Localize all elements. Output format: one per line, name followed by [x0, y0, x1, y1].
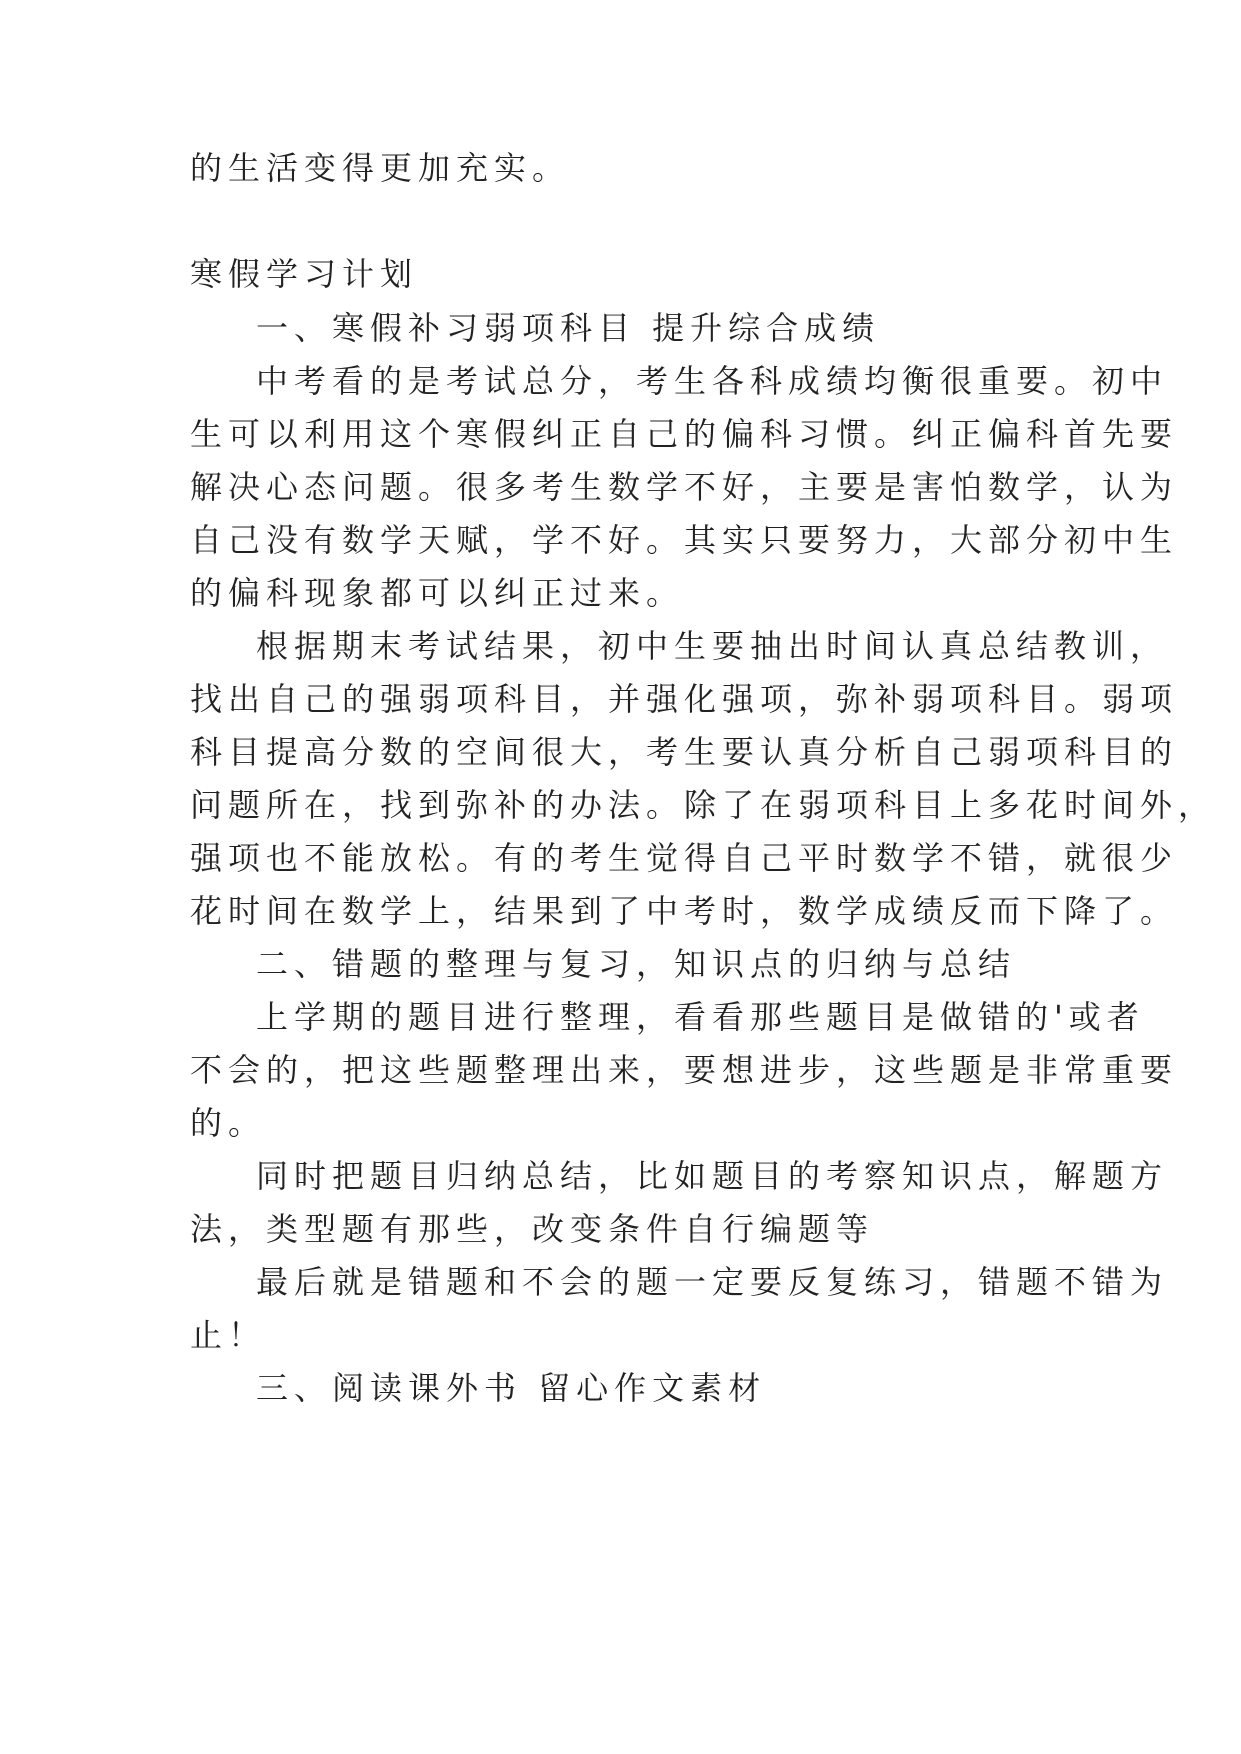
heading-3: 三、阅读课外书 留心作文素材: [256, 1369, 767, 1407]
text-line: 中考看的是考试总分，考生各科成绩均衡很重要。初中: [256, 362, 1169, 400]
text-line: 的生活变得更加充实。: [190, 149, 571, 187]
heading-2: 二、错题的整理与复习，知识点的归纳与总结: [256, 945, 1017, 983]
text-line: 花时间在数学上，结果到了中考时，数学成绩反而下降了。: [190, 892, 1179, 930]
text-line: 解决心态问题。很多考生数学不好，主要是害怕数学，认为: [190, 468, 1179, 506]
section-title: 寒假学习计划: [190, 255, 419, 293]
text-line: 止！: [190, 1316, 267, 1354]
text-line: 生可以利用这个寒假纠正自己的偏科习惯。纠正偏科首先要: [190, 415, 1179, 453]
text-line: 强项也不能放松。有的考生觉得自己平时数学不错，就很少: [190, 839, 1179, 877]
text-line: 科目提高分数的空间很大，考生要认真分析自己弱项科目的: [190, 733, 1179, 771]
text-line: 根据期末考试结果，初中生要抽出时间认真总结教训，: [256, 627, 1169, 665]
text-line: 上学期的题目进行整理，看看那些题目是做错的'或者: [256, 998, 1145, 1036]
text-line: 最后就是错题和不会的题一定要反复练习，错题不错为: [256, 1263, 1169, 1301]
text-line: 不会的，把这些题整理出来，要想进步，这些题是非常重要: [190, 1051, 1179, 1089]
text-line: 的。: [190, 1104, 267, 1142]
text-line: 自己没有数学天赋，学不好。其实只要努力，大部分初中生: [190, 521, 1179, 559]
heading-1: 一、寒假补习弱项科目 提升综合成绩: [256, 309, 881, 347]
text-line: 问题所在，找到弥补的办法。除了在弱项科目上多花时间外，: [190, 786, 1217, 824]
text-line: 的偏科现象都可以纠正过来。: [190, 574, 685, 612]
text-line: 同时把题目归纳总结，比如题目的考察知识点，解题方: [256, 1157, 1169, 1195]
text-line: 找出自己的强弱项科目，并强化强项，弥补弱项科目。弱项: [190, 680, 1179, 718]
text-line: 法，类型题有那些，改变条件自行编题等: [190, 1210, 875, 1248]
